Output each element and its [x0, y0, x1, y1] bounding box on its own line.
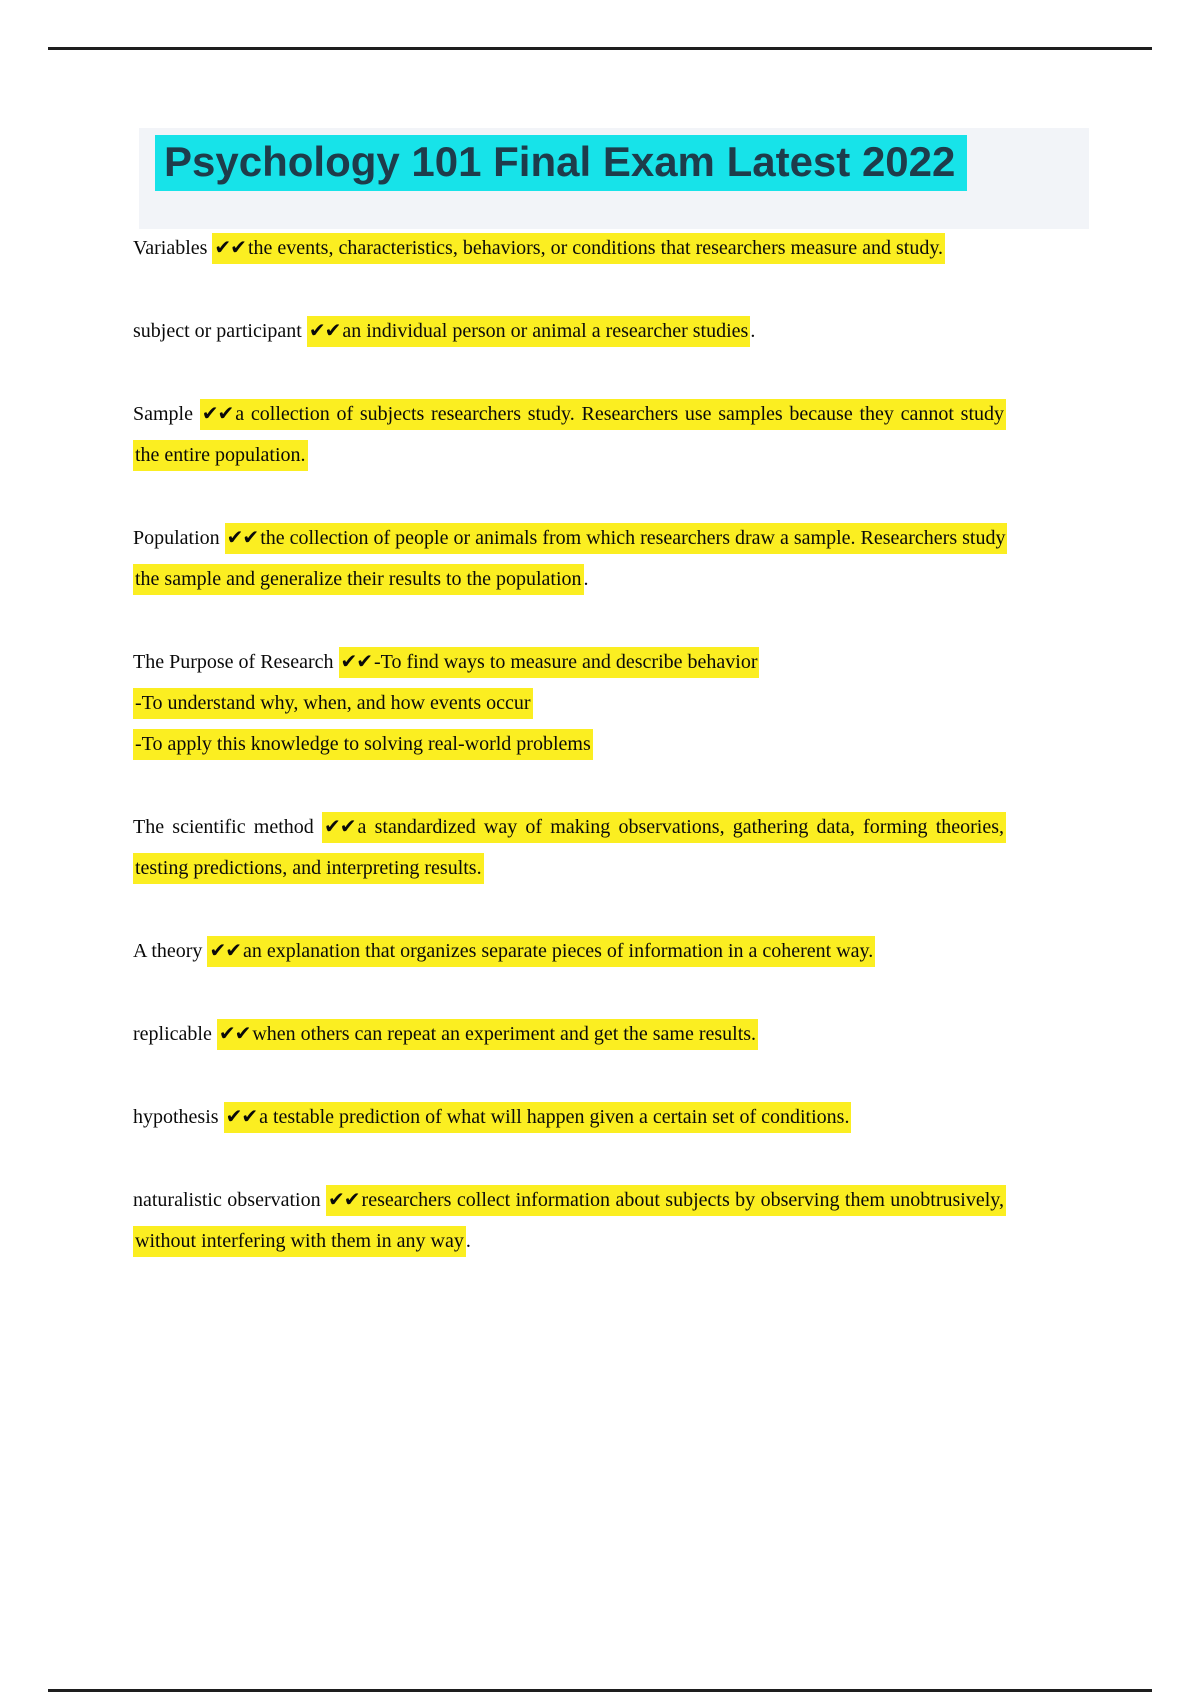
definition-line — [133, 724, 1006, 765]
title-highlight: Psychology 101 Final Exam Latest 2022 — [155, 135, 967, 191]
double-checkmark-icon: ✔✔ — [201, 401, 234, 425]
double-checkmark-icon: ✔✔ — [226, 525, 259, 549]
glossary-entry-naturalistic-observation — [133, 1179, 1006, 1262]
highlighted-definition: -To apply this knowledge to solving real-world problems — [133, 729, 593, 760]
double-checkmark-icon: ✔✔ — [328, 1187, 360, 1211]
definition-text: an explanation that organizes separate pieces of information in a coherent way. — [242, 940, 874, 962]
term-label: The Purpose of Research — [133, 651, 334, 673]
highlighted-definition — [212, 233, 945, 264]
term-label: Variables — [133, 237, 208, 259]
definition-line — [133, 683, 1006, 724]
glossary-entry-replicable — [133, 1013, 1006, 1055]
highlighted-definition — [224, 1102, 852, 1133]
term-label: replicable — [133, 1023, 212, 1045]
highlighted-definition — [133, 523, 1007, 595]
page-title — [139, 128, 1089, 191]
definition-text: when others can repeat an experiment and get the same results. — [252, 1023, 757, 1045]
definition-suffix: . — [465, 1230, 471, 1252]
footer-rule — [48, 1689, 1152, 1692]
definition-text: the events, characteristics, behaviors, or conditions that researchers measure and study. — [247, 237, 944, 259]
double-checkmark-icon: ✔✔ — [214, 235, 246, 259]
definition-text: an individual person or animal a researcher studies — [342, 320, 749, 342]
highlighted-definition: -To understand why, when, and how events occur — [133, 688, 533, 719]
definition-text: a standardized way of making observations, gathering data, forming theories, testing predictions, and interpreting results. — [135, 816, 1005, 879]
glossary-content — [133, 227, 1006, 1303]
highlighted-definition — [339, 647, 760, 678]
term-label: Sample — [133, 403, 193, 425]
double-checkmark-icon: ✔✔ — [209, 938, 241, 962]
double-checkmark-icon: ✔✔ — [218, 1021, 251, 1045]
term-label: A theory — [133, 940, 203, 962]
highlighted-definition — [133, 399, 1006, 471]
definition-text: researchers collect information about subjects by observing them unobtrusively, without interfering with them in any way — [135, 1189, 1004, 1252]
term-label: naturalistic observation — [133, 1189, 321, 1211]
title-panel — [139, 128, 1089, 229]
definition-suffix: . — [750, 320, 756, 342]
highlighted-definition — [217, 1019, 758, 1050]
highlighted-definition — [307, 316, 750, 347]
glossary-entry-subject-or-participant — [133, 310, 1006, 352]
definition-text: the collection of people or animals from which researchers draw a sample. Researchers study the sample and generalize their results to the population — [135, 527, 1006, 590]
double-checkmark-icon: ✔✔ — [340, 649, 373, 673]
glossary-entry-a-theory — [133, 930, 1006, 972]
highlighted-definition — [207, 936, 875, 967]
term-label: hypothesis — [133, 1106, 219, 1128]
definition-suffix: . — [583, 568, 589, 590]
definition-text: -To find ways to measure and describe behavior — [374, 651, 758, 673]
double-checkmark-icon: ✔✔ — [308, 318, 341, 342]
double-checkmark-icon: ✔✔ — [225, 1104, 258, 1128]
term-label: Population — [133, 527, 220, 549]
glossary-entry-population — [133, 517, 1006, 600]
double-checkmark-icon: ✔✔ — [324, 814, 356, 838]
definition-text: a testable prediction of what will happen given a certain set of conditions. — [259, 1106, 850, 1128]
glossary-entry-hypothesis — [133, 1096, 1006, 1138]
glossary-entry-scientific-method — [133, 806, 1006, 889]
glossary-entry-sample — [133, 393, 1006, 476]
definition-line — [133, 641, 1006, 683]
term-label: subject or participant — [133, 320, 302, 342]
glossary-entry-variables — [133, 227, 1006, 269]
header-rule — [48, 47, 1152, 50]
definition-text: a collection of subjects researchers study. Researchers use samples because they cannot study the entire population. — [135, 403, 1005, 466]
term-label: The scientific method — [133, 816, 314, 838]
glossary-entry-purpose-of-research — [133, 641, 1006, 765]
